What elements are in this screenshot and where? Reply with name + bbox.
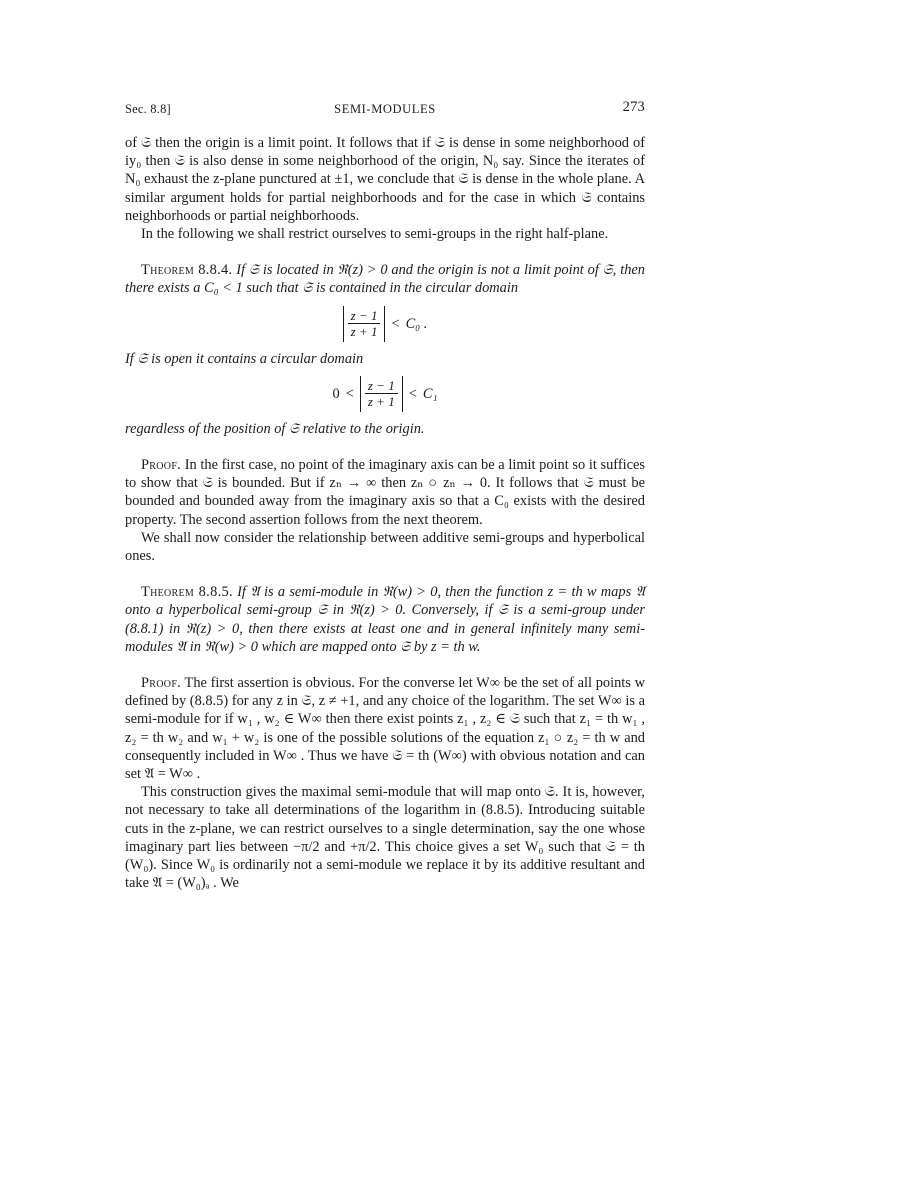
- relation-symbol: <: [408, 385, 417, 402]
- paragraph-continuation: of 𝔖 then the origin is a limit point. It follows that if 𝔖 is dense in some neighborhood of iy₀ then 𝔖 is also dense in some neighborhood of the origin, N₀ say. Since the iterates of N₀ exhaust the z-plane punctured at ±1, we conclude that 𝔖 is dense in the whole plane. A similar argument holds for partial neighborhoods and for the case in which 𝔖 contains neighborhoods or partial neighborhoods.: [125, 135, 645, 224]
- bound-constant: C₁: [422, 385, 438, 402]
- proof-text: In the first case, no point of the imaginary axis can be a limit point so it suffices to show that 𝔖 is bounded. But if zₙ → ∞ then zₙ ○ zₙ → 0. It follows that 𝔖 must be bounded and bounded away from the imaginary axis so that a C₀ exists with the desired property. The second assertion follows from the next theorem.: [125, 457, 645, 528]
- proof-8-8-4: [125, 456, 645, 529]
- absolute-value: [343, 306, 386, 342]
- theorem-label: Theorem 8.8.4.: [141, 262, 233, 279]
- section-reference: Sec. 8.8]: [125, 102, 171, 116]
- equation-circular-domain: [125, 306, 645, 342]
- equation-circular-domain-open: [125, 376, 645, 412]
- bound-constant: C₀ .: [405, 315, 428, 332]
- paragraph-restriction: In the following we shall restrict ourselves to semi-groups in the right half-plane.: [141, 226, 609, 243]
- running-title: SEMI-MODULES: [334, 102, 436, 116]
- paragraph-construction: This construction gives the maximal semi-module that will map onto 𝔖. It is, however, not necessary to take all determinations of the logarithm in (8.8.5). Introducing suitable cuts in the z-plane, we can restrict ourselves to a single determination, say the one whose imaginary part lies between −π/2 and +π/2. This choice gives a set W₀ such that 𝔖 = th (W₀). Since W₀ is ordinarily not a semi-module we replace it by its additive resultant and take 𝔄 = (W₀)ₐ . We: [125, 784, 645, 892]
- theorem-statement: If 𝔖 is located in ℜ(z) > 0 and the origin is not a limit point of 𝔖, then there exists a C₀ < 1 such that 𝔖 is contained in the circular domain: [125, 262, 645, 297]
- denominator: z + 1: [350, 324, 378, 340]
- theorem-label: Theorem 8.8.5.: [141, 584, 233, 601]
- theorem-statement: If 𝔄 is a semi-module in ℜ(w) > 0, then the function z = th w maps 𝔄 onto a hyperbolical semi-group 𝔖 in ℜ(z) > 0. Conversely, if 𝔖 is a semi-group under (8.8.1) in ℜ(z) > 0, then there exists at least one and in general infinitely many semi-modules 𝔄 in ℜ(w) > 0 which are mapped onto 𝔖 by z = th w.: [125, 584, 645, 655]
- numerator: z − 1: [348, 308, 381, 324]
- book-page: [125, 96, 645, 893]
- proof-label: Proof.: [141, 457, 182, 474]
- paragraph-relationship: We shall now consider the relationship between additive semi-groups and hyperbolical ones.: [125, 529, 645, 565]
- theorem-8-8-5: [125, 583, 645, 656]
- proof-label: Proof.: [141, 675, 182, 692]
- page-number: 273: [622, 99, 645, 115]
- theorem-8-8-4: [125, 261, 645, 297]
- theorem-statement-open: If 𝔖 is open it contains a circular domain: [125, 350, 364, 367]
- relation-symbol: <: [345, 385, 354, 402]
- proof-text: The first assertion is obvious. For the converse let W∞ be the set of all points w defined by (8.8.5) for any z in 𝔖, z ≠ +1, and any choice of the logarithm. The set W∞ is a semi-module for if w₁ , w₂ ∈ W∞ then there exist points z₁ , z₂ ∈ 𝔖 such that z₁ = th w₁ , z₂ = th w₂ and w₁ + w₂ is one of the possible solutions of the equation z₁ ○ z₂ = th w and consequently included in W∞ . Thus we have 𝔖 = th (W∞) with obvious notation and can set 𝔄 = W∞ .: [125, 675, 645, 783]
- lower-bound: 0: [332, 385, 340, 402]
- running-header: [125, 96, 645, 116]
- fraction: [365, 378, 398, 409]
- relation-symbol: <: [391, 315, 400, 332]
- fraction: [348, 308, 381, 339]
- absolute-value: [360, 376, 403, 412]
- proof-8-8-5: [125, 674, 645, 783]
- denominator: z + 1: [367, 394, 395, 410]
- theorem-statement-end: regardless of the position of 𝔖 relative to the origin.: [125, 420, 425, 437]
- numerator: z − 1: [365, 378, 398, 394]
